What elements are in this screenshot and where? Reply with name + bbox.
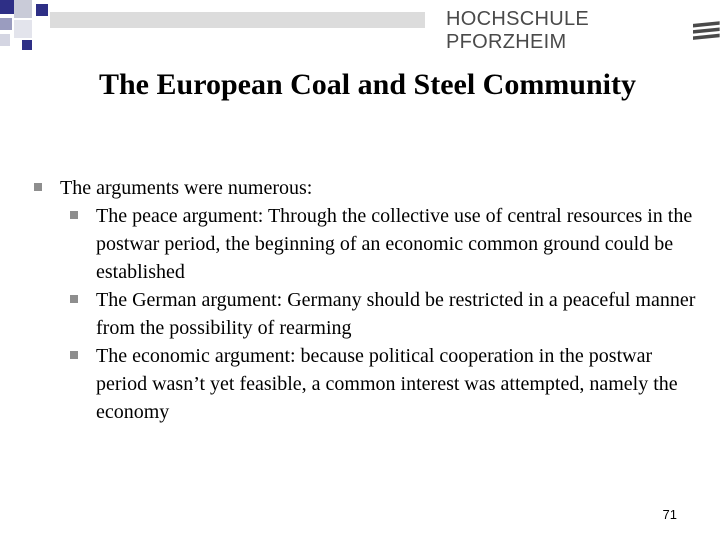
decorative-square [0, 0, 14, 14]
list-item [30, 342, 700, 426]
header-bar [50, 12, 425, 28]
list-item-text: The German argument: Germany should be restricted in a peaceful manner from the possibility of rearming [96, 289, 696, 339]
bullet-icon [34, 183, 42, 191]
list-item [30, 202, 700, 286]
list-item-text: The economic argument: because political cooperation in the postwar period wasn’t yet feasible, a common interest was attempted, namely the economy [96, 345, 678, 423]
decorative-square [14, 20, 32, 38]
bullet-icon [70, 351, 78, 359]
logo-text: HOCHSCHULE PFORZHEIM [446, 8, 590, 53]
list-item-text: The peace argument: Through the collective use of central resources in the postwar period, the beginning of an economic common ground could be established [96, 205, 693, 283]
decorative-square [0, 34, 10, 46]
page-number: 71 [662, 507, 677, 522]
decorative-square [22, 40, 32, 50]
list-item [30, 174, 700, 202]
list-item-text: The arguments were numerous: [60, 177, 313, 199]
decorative-square [0, 18, 12, 30]
bullet-icon [70, 295, 78, 303]
bullet-list [30, 174, 700, 426]
list-item [30, 286, 700, 342]
bullet-icon [70, 211, 78, 219]
slide-title: The European Coal and Steel Community [98, 68, 636, 101]
university-logo [446, 8, 720, 53]
logo-mark-icon [693, 20, 720, 42]
decorative-square [36, 4, 48, 16]
decorative-square [14, 0, 32, 18]
